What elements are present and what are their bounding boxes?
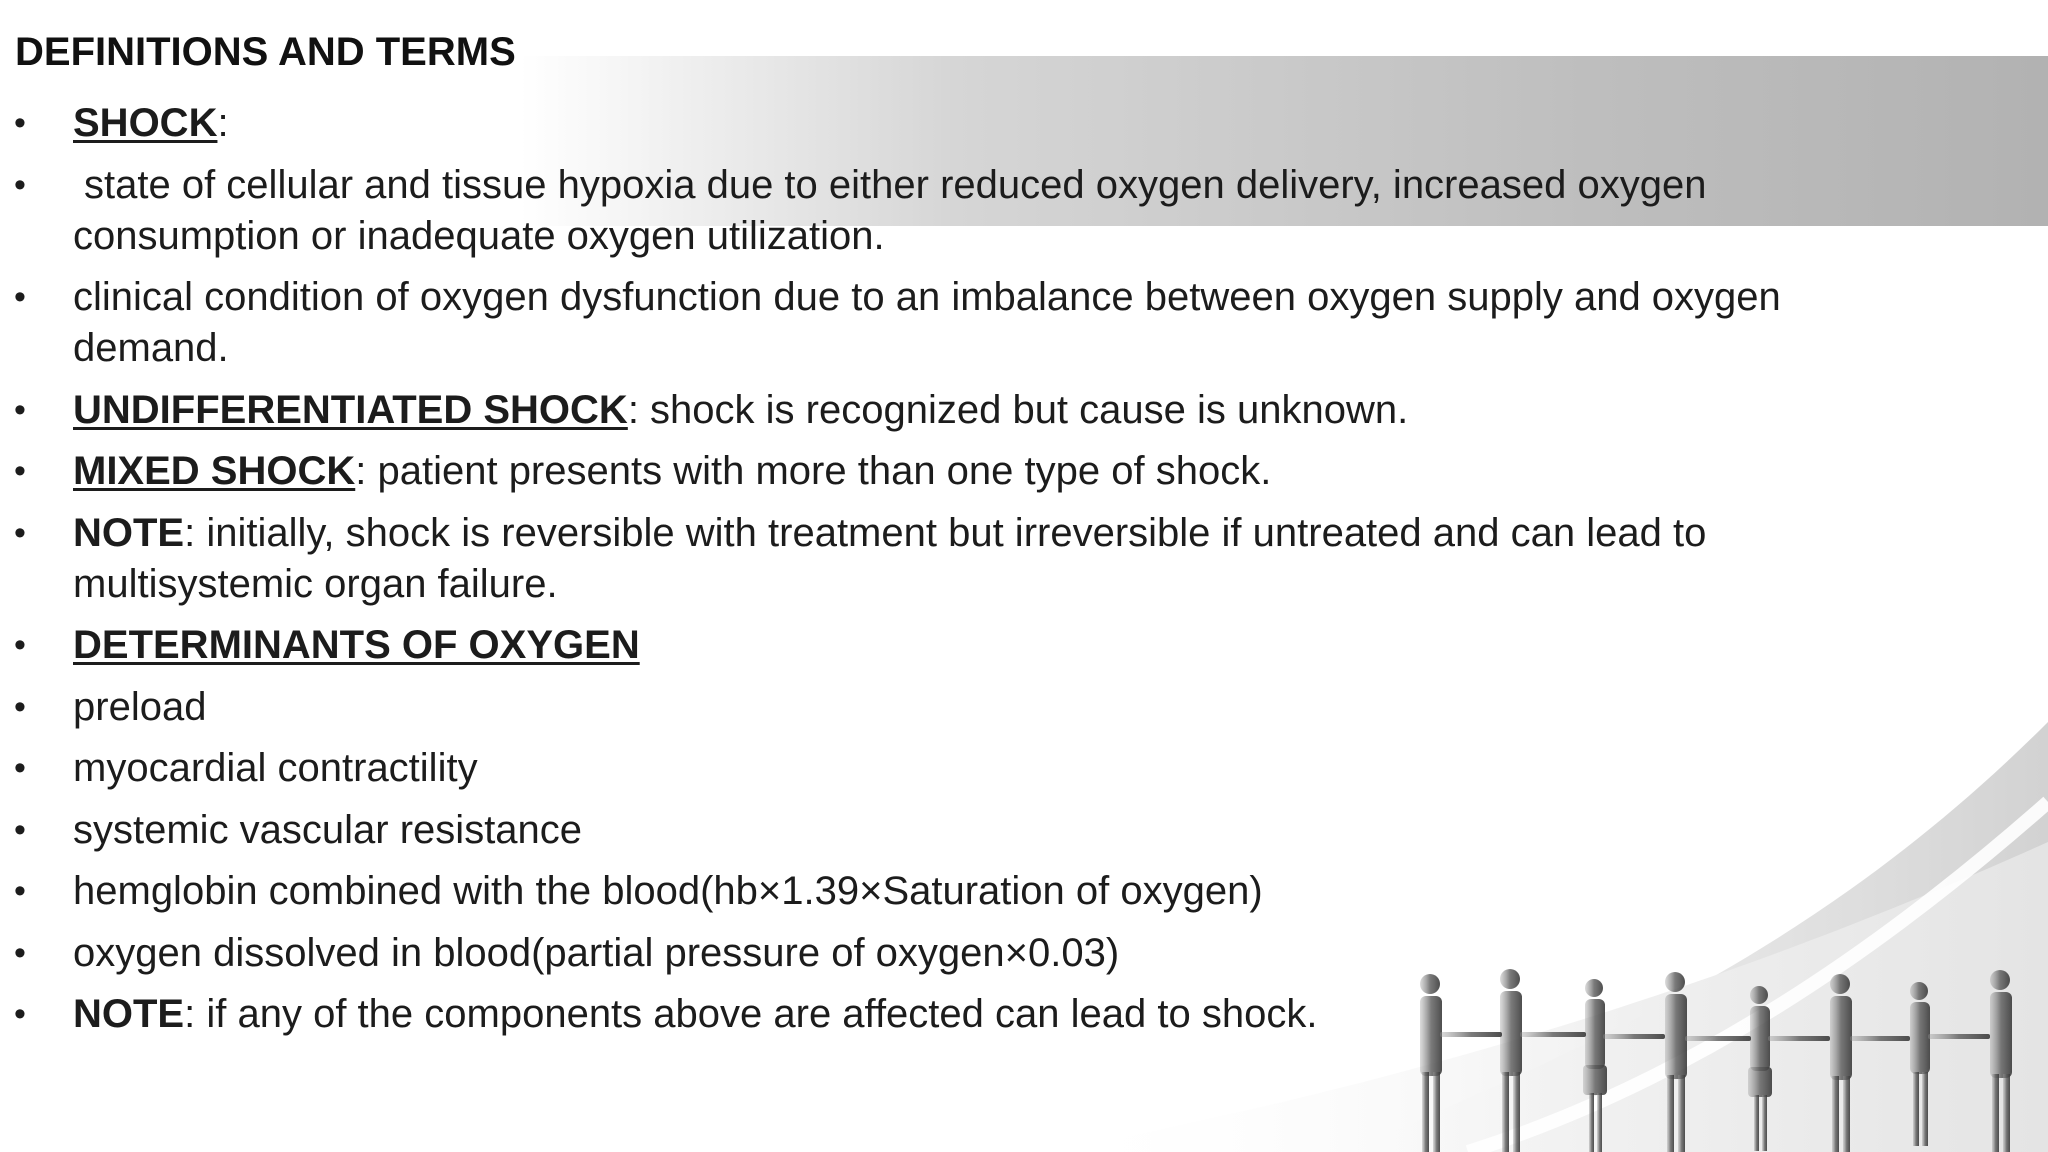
list-item xyxy=(14,866,1944,917)
bullet-icon: • xyxy=(14,278,26,316)
list-item xyxy=(14,989,1944,1040)
list-item xyxy=(14,98,1944,149)
list-item xyxy=(14,743,1944,794)
note-heading: NOTE xyxy=(73,992,185,1036)
list-item-text: preload xyxy=(73,684,207,729)
bullet-icon: • xyxy=(14,104,26,142)
bullet-icon: • xyxy=(14,452,26,490)
section-heading: DETERMINANTS OF OXYGEN xyxy=(73,623,640,667)
list-item-text: state of cellular and tissue hypoxia due to either reduced oxygen delivery, increased oxygen consumption or inadequate oxygen utilization. xyxy=(73,162,1707,258)
list-item-text: : xyxy=(217,101,229,145)
list-item xyxy=(14,160,1944,262)
list-item-text: myocardial contractility xyxy=(73,746,478,790)
bullet-icon: • xyxy=(14,933,26,972)
list-item xyxy=(14,805,1944,856)
bullet-icon: • xyxy=(14,687,26,726)
bullet-list xyxy=(14,98,1944,1051)
list-item-text: systemic vascular resistance xyxy=(73,807,583,852)
list-item-text: oxygen dissolved in blood(partial pressure of oxygen×0.03) xyxy=(73,930,1120,975)
list-item xyxy=(14,272,1944,374)
term-heading: MIXED SHOCK xyxy=(73,449,356,493)
bullet-icon: • xyxy=(14,872,26,910)
list-item xyxy=(14,446,1944,497)
list-item-text: hemglobin combined with the blood(hb×1.39×Saturation of oxygen) xyxy=(73,869,1263,913)
term-heading: SHOCK xyxy=(73,101,218,145)
list-item xyxy=(14,928,1944,979)
bullet-icon: • xyxy=(14,390,26,429)
list-item-text: : shock is recognized but cause is unknown. xyxy=(627,387,1409,432)
list-item xyxy=(14,385,1944,436)
list-item-text: clinical condition of oxygen dysfunction due to an imbalance between oxygen supply and oxygen demand. xyxy=(73,275,1781,370)
term-heading: UNDIFFERENTIATED SHOCK xyxy=(73,387,628,432)
bullet-icon: • xyxy=(14,810,26,849)
list-item xyxy=(14,682,1944,733)
list-item xyxy=(14,508,1944,610)
bullet-icon: • xyxy=(14,513,26,552)
list-item xyxy=(14,620,1944,671)
list-item-text: : initially, shock is reversible with treatment but irreversible if untreated and can lead to multisystemic organ failure. xyxy=(73,510,1707,606)
list-item-text: : patient presents with more than one type of shock. xyxy=(355,449,1272,493)
bullet-icon: • xyxy=(14,626,26,664)
bullet-icon: • xyxy=(14,165,26,204)
note-heading: NOTE xyxy=(73,510,185,555)
bullet-icon: • xyxy=(14,749,26,787)
list-item-text: : if any of the components above are affected can lead to shock. xyxy=(184,992,1318,1036)
slide-title: DEFINITIONS AND TERMS xyxy=(15,30,516,74)
bullet-icon: • xyxy=(14,995,26,1033)
